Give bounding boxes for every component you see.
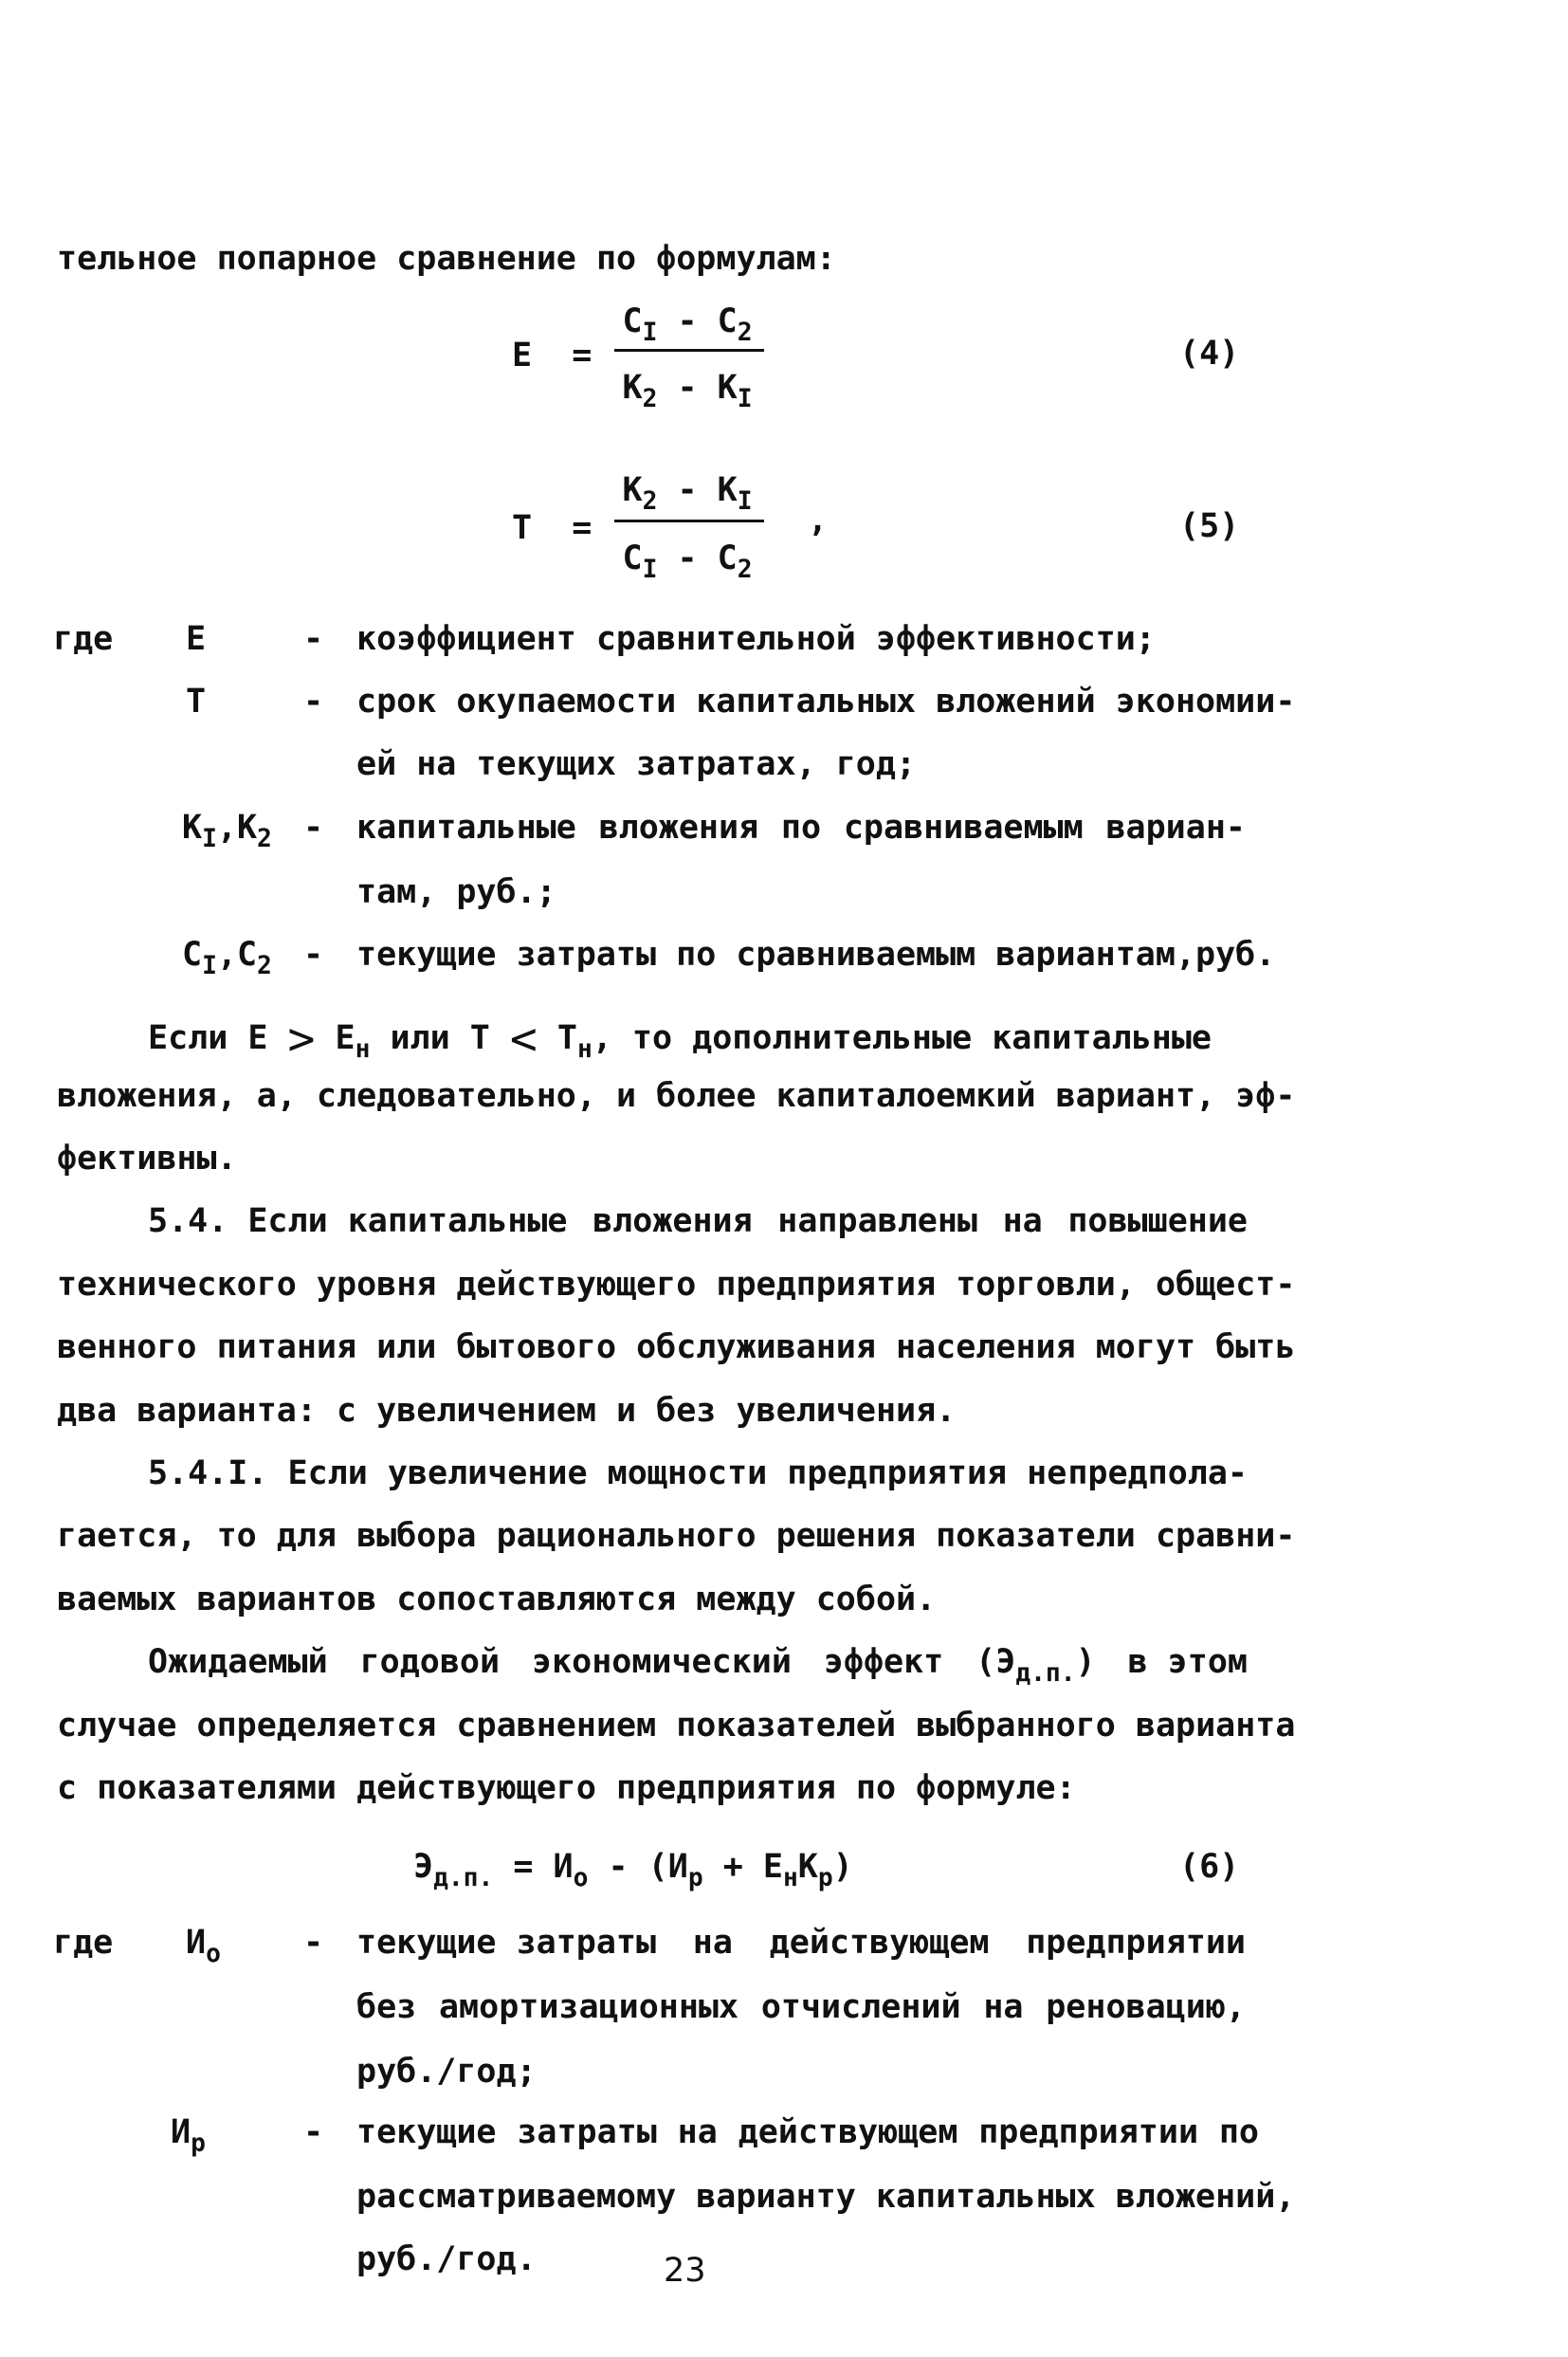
paragraph-5-4-line1: 5.4. Если капитальные вложения направлены на повышение bbox=[148, 1202, 1248, 1240]
formula-4-number: (4) bbox=[1179, 335, 1240, 373]
legend-dash: - bbox=[303, 1924, 324, 1962]
formula-5-lhs: T = bbox=[512, 509, 593, 547]
formula-6-number: (6) bbox=[1179, 1848, 1240, 1886]
paragraph-5-4-1-line2: гается, то для выбора рационального решения показатели сравни- bbox=[57, 1517, 1296, 1555]
legend-symbol-t: T bbox=[186, 683, 207, 721]
paragraph-if-line1: Если $E > E_н$ или $T < T_н$, то дополнительные капитальные bbox=[148, 1013, 1212, 1066]
page-number: 23 bbox=[664, 2252, 706, 2290]
formula-5-numerator: $K_2 - K_I$ bbox=[622, 471, 753, 517]
paragraph-5-4-1-line1: 5.4.I. Если увеличение мощности предприятия не предпола- bbox=[148, 1454, 1248, 1492]
legend-text-i0-line3: руб./год; bbox=[356, 2053, 537, 2091]
intro-line: тельное попарное сравнение по формулам: bbox=[57, 240, 836, 278]
legend-text-k-line2: там, руб.; bbox=[356, 873, 556, 911]
paragraph-effect-line1: Ожидаемый годовой экономический эффект $(Э_{д.п.})$ в этом bbox=[148, 1643, 1248, 1689]
paragraph-effect-line2: случае определяется сравнением показателей выбранного варианта bbox=[57, 1707, 1296, 1745]
paragraph-if-line3: фективны. bbox=[57, 1140, 237, 1178]
formula-4-lhs: E = bbox=[512, 337, 593, 375]
legend-text-ip-line1: текущие затраты на действующем предприятии по bbox=[356, 2113, 1259, 2151]
legend-text-i0-line2: без амортизационных отчислений на реновацию, bbox=[356, 1988, 1246, 2026]
paragraph-5-4-line2: технического уровня действующего предприятия торговли, общест- bbox=[57, 1266, 1296, 1304]
legend-symbol-ip: $И_р$ bbox=[171, 2113, 206, 2159]
formula-4-numerator: $C_I - C_2$ bbox=[622, 302, 753, 348]
legend-text-k-line1: капитальные вложения по сравниваемым вариан- bbox=[356, 809, 1246, 847]
formula-5-comma: , bbox=[808, 502, 829, 539]
legend-symbol-i0: $И_о$ bbox=[186, 1924, 221, 1969]
legend-text-ip-line3: руб./год. bbox=[356, 2240, 537, 2278]
legend-text-ip-line2: рассматриваемому варианту капитальных вложений, bbox=[356, 2178, 1296, 2216]
fraction-bar bbox=[614, 520, 764, 522]
legend-text-e: коэффициент сравнительной эффективности; bbox=[356, 620, 1156, 658]
legend-text-t-line1: срок окупаемости капитальных вложений экономии- bbox=[356, 683, 1296, 721]
legend-symbol-e: E bbox=[186, 620, 207, 658]
legend-dash: - bbox=[303, 620, 324, 658]
formula-5-denominator: $C_I - C_2$ bbox=[622, 539, 753, 585]
legend-dash: - bbox=[303, 2113, 324, 2151]
legend-dash: - bbox=[303, 683, 324, 721]
fraction-bar bbox=[614, 349, 764, 352]
legend-dash: - bbox=[303, 936, 324, 974]
paragraph-5-4-1-line3: ваемых вариантов сопоставляются между собой. bbox=[57, 1580, 937, 1618]
legend-symbol-c: $C_I,C_2$ bbox=[182, 936, 272, 981]
formula-5-number: (5) bbox=[1179, 507, 1240, 545]
paragraph-5-4-line3: венного питания или бытового обслуживания населения могут быть bbox=[57, 1328, 1296, 1366]
where-label: где bbox=[53, 1924, 114, 1962]
legend-symbol-k: $K_I,K_2$ bbox=[182, 809, 272, 854]
legend-text-t-line2: ей на текущих затратах, год; bbox=[356, 745, 917, 783]
formula-4-denominator: $K_2 - K_I$ bbox=[622, 369, 753, 414]
legend-text-i0-line1: текущие затраты на действующем предприятии bbox=[356, 1924, 1246, 1962]
legend-dash: - bbox=[303, 809, 324, 847]
paragraph-if-line2: вложения, а, следовательно, и более капиталоемкий вариант, эф- bbox=[57, 1077, 1296, 1115]
legend-text-c: текущие затраты по сравниваемым вариантам,руб. bbox=[356, 936, 1276, 974]
paragraph-5-4-line4: два варианта: с увеличением и без увеличения. bbox=[57, 1392, 957, 1430]
where-label: где bbox=[53, 620, 114, 658]
formula-6-body: $Э_{д.п.} = И_о - (И_р + E_нK_р)$ bbox=[413, 1848, 853, 1893]
paragraph-effect-line3: с показателями действующего предприятия по формуле: bbox=[57, 1769, 1076, 1807]
